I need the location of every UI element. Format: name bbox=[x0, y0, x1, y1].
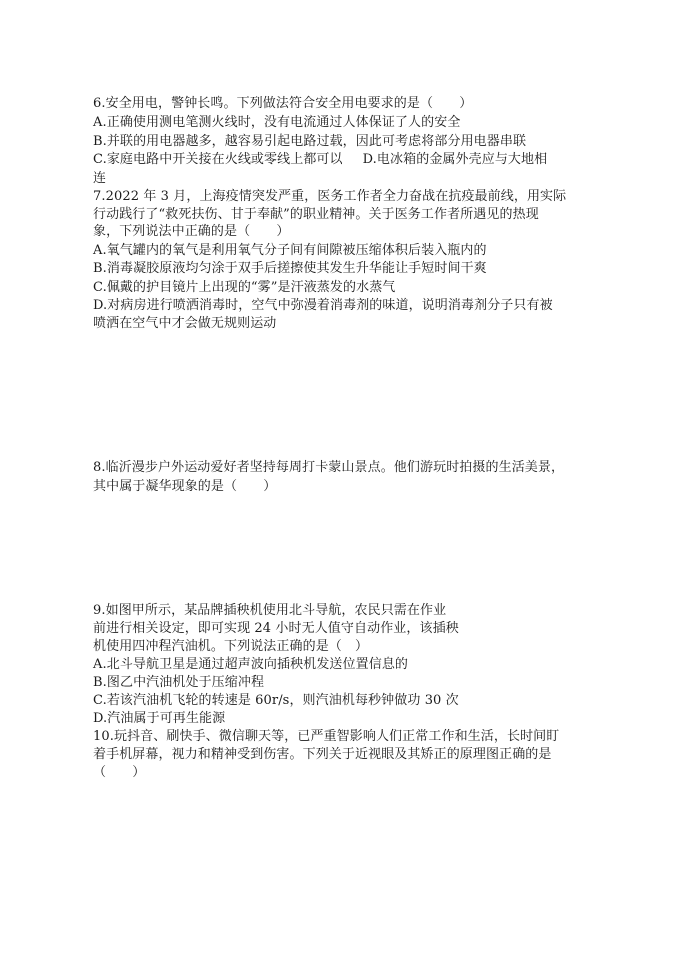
q6-stem: 6.安全用电，警钟长鸣。下列做法符合安全用电要求的是（ ） bbox=[93, 96, 473, 111]
q10-stem-line-3: （ ） bbox=[93, 765, 146, 780]
q6-option-d-continued: 连 bbox=[93, 171, 107, 186]
q7-option-a: A.氧气罐内的氧气是利用氧气分子间有间隙被压缩体积后装入瓶内的 bbox=[93, 243, 487, 258]
q7-stem-line-1: 7.2022 年 3 月，上海疫情突发严重，医务工作者全力奋战在抗疫最前线，用实际 bbox=[93, 189, 567, 204]
q9-stem-line-1: 9.如图甲所示，某品牌插秧机使用北斗导航，农民只需在作业 bbox=[93, 603, 447, 618]
q7-option-d-line-1: D.对病房进行喷洒消毒时，空气中弥漫着消毒剂的味道，说明消毒剂分子只有被 bbox=[93, 298, 553, 313]
q8-stem-line-2: 其中属于凝华现象的是（ ） bbox=[93, 479, 277, 494]
q7-option-b: B.消毒凝胶原液均匀涂于双手后搓擦使其发生升华能让手短时间干爽 bbox=[93, 261, 487, 276]
q9-stem-line-2: 前进行相关设定，即可实现 24 小时无人值守自动作业，该插秧 bbox=[93, 621, 459, 636]
q9-option-b: B.图乙中汽油机处于压缩冲程 bbox=[93, 675, 265, 690]
q7-stem-line-2: 行动践行了“救死扶伤、甘于奉献”的职业精神。关于医务工作者所遇见的热现 bbox=[93, 207, 539, 222]
q6-option-c-d bbox=[93, 151, 547, 169]
q6-option-b: B.并联的用电器越多，越容易引起电路过载，因此可考虑将部分用电器串联 bbox=[93, 134, 527, 149]
q9-stem-line-3: 机使用四冲程汽油机。下列说法正确的是（ ） bbox=[93, 639, 369, 654]
q7-stem-line-3: 象，下列说法中正确的是（ ） bbox=[93, 224, 290, 239]
q7-option-c: C.佩戴的护目镜片上出现的“雾”是汗液蒸发的水蒸气 bbox=[93, 280, 396, 295]
q7-option-d-line-2: 喷洒在空气中才会做无规则运动 bbox=[93, 316, 277, 331]
q9-option-a: A.北斗导航卫星是通过超声波向插秧机发送位置信息的 bbox=[93, 657, 409, 672]
q6-option-a: A.正确使用测电笔测火线时，没有电流通过人体保证了人的安全 bbox=[93, 115, 461, 130]
q10-stem-line-1: 10.玩抖音、刷快手、微信聊天等，已严重智影响人们正常工作和生活，长时间盯 bbox=[93, 729, 560, 744]
q6-option-d: D.电冰箱的金属外壳应与大地相 bbox=[362, 152, 548, 167]
q9-option-c: C.若该汽油机飞轮的转速是 60r/s，则汽油机每秒钟做功 30 次 bbox=[93, 693, 459, 708]
q9-option-d: D.汽油属于可再生能源 bbox=[93, 711, 226, 726]
q6-option-c: C.家庭电路中开关接在火线或零线上都可以 bbox=[93, 152, 343, 167]
q10-stem-line-2: 着手机屏幕，视力和精神受到伤害。下列关于近视眼及其矫正的原理图正确的是 bbox=[93, 747, 552, 762]
q8-stem-line-1: 8.临沂漫步户外运动爱好者坚持每周打卡蒙山景点。他们游玩时拍摄的生活美景， bbox=[93, 460, 565, 475]
